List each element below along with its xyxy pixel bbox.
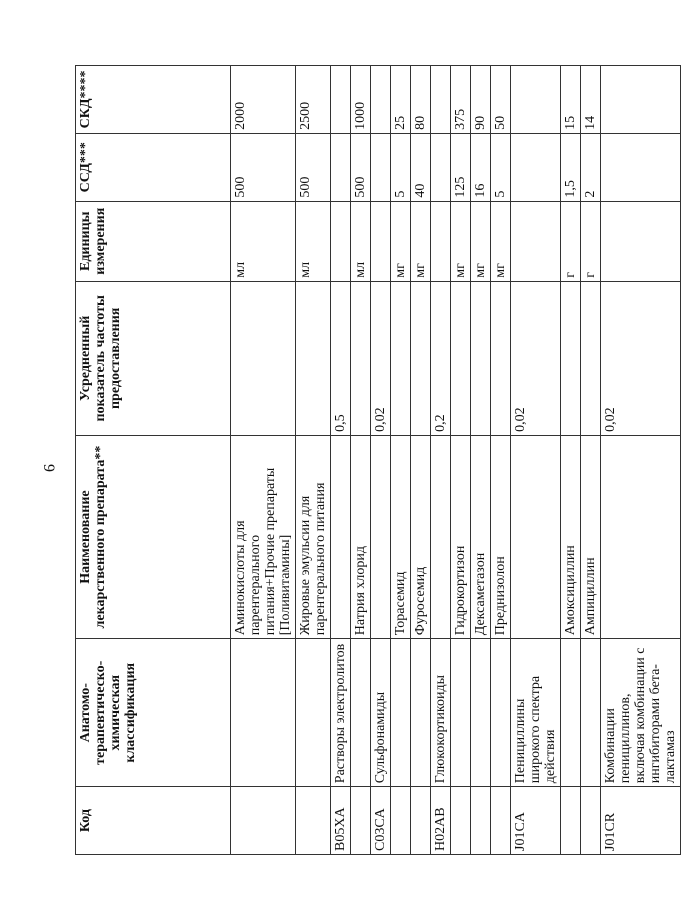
cell-drug: Фуросемид [411, 435, 431, 638]
cell-atc [451, 639, 471, 787]
cell-ssd [331, 133, 351, 201]
cell-skd: 14 [581, 66, 601, 134]
header-atc: Анатомо-терапевтическо-химическая классификация [76, 639, 231, 787]
cell-atc [561, 639, 581, 787]
cell-drug [601, 435, 681, 638]
cell-ssd [431, 133, 451, 201]
table-row [491, 66, 511, 855]
cell-ssd: 5 [491, 133, 511, 201]
cell-ssd [371, 133, 391, 201]
cell-frequency [391, 281, 411, 435]
cell-code: J01CA [511, 787, 561, 855]
cell-skd [601, 66, 681, 134]
cell-skd: 50 [491, 66, 511, 134]
drug-table [75, 65, 681, 855]
cell-ssd: 5 [391, 133, 411, 201]
cell-unit: мг [491, 201, 511, 281]
cell-skd: 15 [561, 66, 581, 134]
cell-atc [231, 639, 296, 787]
cell-ssd: 2 [581, 133, 601, 201]
cell-unit: г [581, 201, 601, 281]
cell-frequency: 0,02 [511, 281, 561, 435]
cell-drug: Торасемид [391, 435, 411, 638]
table-row [561, 66, 581, 855]
cell-code [581, 787, 601, 855]
header-unit: Единицы измерения [76, 201, 231, 281]
table-row [351, 66, 371, 855]
cell-unit [331, 201, 351, 281]
table-row [296, 66, 331, 855]
cell-unit: мл [231, 201, 296, 281]
cell-unit [371, 201, 391, 281]
table-row [601, 66, 681, 855]
cell-ssd: 125 [451, 133, 471, 201]
cell-drug: Дексаметазон [471, 435, 491, 638]
cell-drug [331, 435, 351, 638]
cell-code [351, 787, 371, 855]
cell-unit [431, 201, 451, 281]
table-row [331, 66, 351, 855]
cell-frequency [411, 281, 431, 435]
cell-atc: Сульфонамиды [371, 639, 391, 787]
table-row [371, 66, 391, 855]
cell-atc [581, 639, 601, 787]
cell-skd: 375 [451, 66, 471, 134]
cell-atc: Глюкокортикоиды [431, 639, 451, 787]
cell-code: C03CA [371, 787, 391, 855]
cell-code [411, 787, 431, 855]
cell-code [296, 787, 331, 855]
cell-drug: Аминокислоты для парентерального питания+Прочие препараты [Поливитамины] [231, 435, 296, 638]
table-row [581, 66, 601, 855]
cell-skd: 1000 [351, 66, 371, 134]
cell-ssd: 16 [471, 133, 491, 201]
header-skd: СКД**** [76, 66, 231, 134]
cell-drug: Натрия хлорид [351, 435, 371, 638]
cell-atc: Комбинации пенициллинов, включая комбинации с ингибиторами бета-лактамаз [601, 639, 681, 787]
cell-ssd [511, 133, 561, 201]
cell-code [491, 787, 511, 855]
cell-code: B05XA [331, 787, 351, 855]
cell-drug: Ампициллин [581, 435, 601, 638]
table-header-row [76, 66, 231, 855]
table-row [511, 66, 561, 855]
cell-atc: Растворы электролитов [331, 639, 351, 787]
cell-skd: 2500 [296, 66, 331, 134]
cell-skd: 25 [391, 66, 411, 134]
drug-table-container [75, 65, 678, 855]
cell-atc [351, 639, 371, 787]
cell-frequency: 0,02 [601, 281, 681, 435]
cell-frequency [231, 281, 296, 435]
cell-atc: Пенициллины широкого спектра действия [511, 639, 561, 787]
cell-skd: 90 [471, 66, 491, 134]
cell-drug: Жировые эмульсии для парентерального питания [296, 435, 331, 638]
cell-frequency [581, 281, 601, 435]
cell-drug [431, 435, 451, 638]
cell-unit: мг [451, 201, 471, 281]
cell-code: H02AB [431, 787, 451, 855]
cell-code [471, 787, 491, 855]
cell-atc [391, 639, 411, 787]
table-row [431, 66, 451, 855]
cell-skd [331, 66, 351, 134]
cell-skd [371, 66, 391, 134]
table-body [231, 66, 681, 855]
cell-unit: мг [391, 201, 411, 281]
cell-unit [601, 201, 681, 281]
header-code: Код [76, 787, 231, 855]
cell-frequency [471, 281, 491, 435]
cell-frequency [451, 281, 471, 435]
cell-frequency [296, 281, 331, 435]
cell-unit: г [561, 201, 581, 281]
cell-skd: 2000 [231, 66, 296, 134]
cell-drug [371, 435, 391, 638]
cell-frequency: 0,5 [331, 281, 351, 435]
cell-atc [491, 639, 511, 787]
table-row [231, 66, 296, 855]
cell-ssd: 1,5 [561, 133, 581, 201]
header-ssd: ССД*** [76, 133, 231, 201]
cell-atc [296, 639, 331, 787]
cell-code [231, 787, 296, 855]
cell-skd [431, 66, 451, 134]
cell-code [391, 787, 411, 855]
cell-drug: Амоксициллин [561, 435, 581, 638]
cell-drug: Преднизолон [491, 435, 511, 638]
cell-ssd [601, 133, 681, 201]
cell-code: J01CR [601, 787, 681, 855]
table-row [471, 66, 491, 855]
cell-ssd: 500 [231, 133, 296, 201]
cell-unit [511, 201, 561, 281]
table-row [411, 66, 431, 855]
cell-atc [411, 639, 431, 787]
cell-unit: мг [471, 201, 491, 281]
cell-unit: мл [351, 201, 371, 281]
cell-skd: 80 [411, 66, 431, 134]
cell-drug: Гидрокортизон [451, 435, 471, 638]
cell-unit: мг [411, 201, 431, 281]
table-row [391, 66, 411, 855]
cell-code [451, 787, 471, 855]
cell-ssd: 500 [296, 133, 331, 201]
cell-drug [511, 435, 561, 638]
cell-frequency [491, 281, 511, 435]
cell-ssd: 40 [411, 133, 431, 201]
header-frequency: Усредненный показатель частоты предоставления [76, 281, 231, 435]
table-row [451, 66, 471, 855]
cell-frequency [351, 281, 371, 435]
cell-skd [511, 66, 561, 134]
page-number: 9 [40, 464, 57, 472]
cell-frequency: 0,2 [431, 281, 451, 435]
header-drug: Наименование лекарственного препарата** [76, 435, 231, 638]
cell-unit: мл [296, 201, 331, 281]
cell-atc [471, 639, 491, 787]
cell-frequency: 0,02 [371, 281, 391, 435]
cell-code [561, 787, 581, 855]
cell-frequency [561, 281, 581, 435]
cell-ssd: 500 [351, 133, 371, 201]
